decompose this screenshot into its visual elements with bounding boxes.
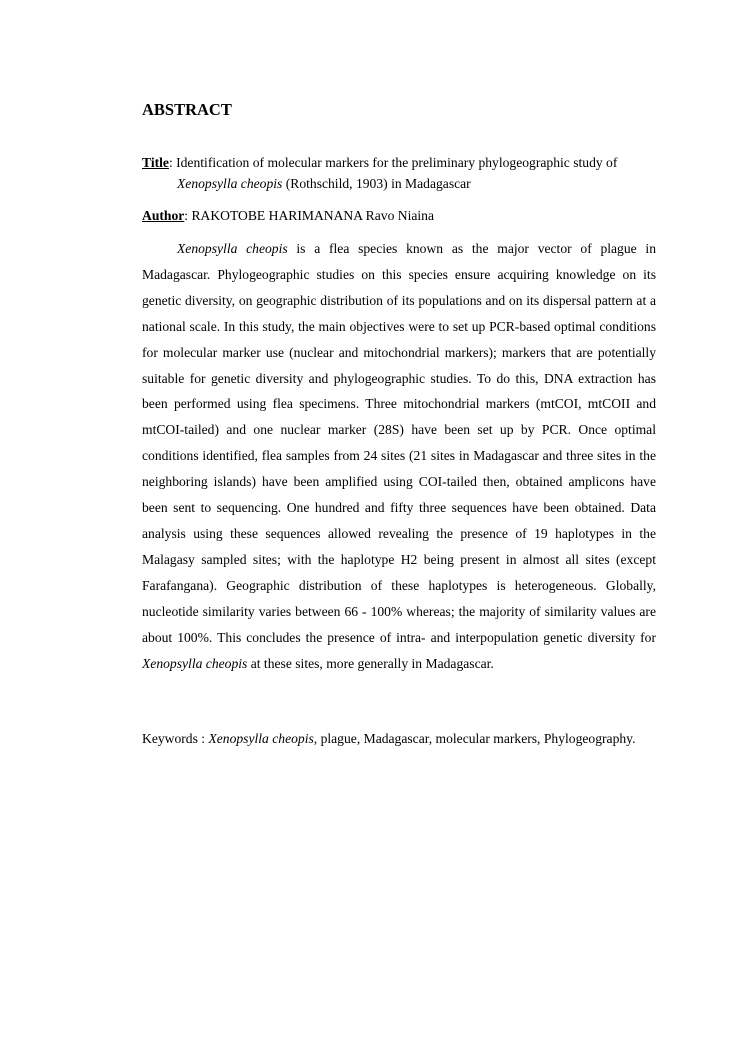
keywords-species: Xenopsylla cheopis xyxy=(208,731,314,747)
title-text-after: (Rothschild, 1903) in Madagascar xyxy=(282,176,471,191)
abstract-text-end: at these sites, more generally in Madagascar. xyxy=(247,655,494,671)
page-title: ABSTRACT xyxy=(142,100,232,119)
author-label: Author xyxy=(142,208,185,223)
title-text-before: : Identification of molecular markers for the preliminary phylogeographic study of xyxy=(168,155,618,170)
abstract-text-main: is a flea species known as the major vector of plague in Madagascar. Phylogeographic studies on this species ensure acquiring knowledge on its genetic diversity, on geographic distribution of its populations and on its dispersal pattern at a national scale. In this study, the main objectives were to set up PCR-based optimal conditions for molecular marker use (nuclear and mitochondrial markers); markers that are potentially suitable for genetic diversity and phylogeographic studies. To do this, DNA extraction has been performed using flea specimens. Three mitochondrial markers (mtCOI, mtCOII and mtCOI-tailed) and one nuclear marker (28S) have been set up by PCR. Once optimal conditions identified, flea samples from 24 sites (21 sites in Madagascar and three sites in the neighboring islands) have been amplified using COI-tailed then, obtained amplicons have been sent to sequencing. One hundred and fifty three sequences have been obtained. Data analysis using these sequences allowed revealing the presence of 19 haplotypes in the Malagasy sampled sites; with the haplotype H2 being present in almost all sites (except Farafangana). Geographic distribution of these haplotypes is heterogeneous. Globally, nucleotide similarity varies between 66 - 100% whereas; the majority of similarity values are about 100%. This concludes the presence of intra- and interpopulation genetic diversity for xyxy=(142,241,657,645)
title-line xyxy=(142,152,656,194)
title-species: Xenopsylla cheopis xyxy=(177,176,283,191)
abstract-species-end: Xenopsylla cheopis xyxy=(142,655,248,671)
author-line xyxy=(142,205,656,226)
author-text: : RAKOTOBE HARIMANANA Ravo Niaina xyxy=(184,208,435,223)
abstract-species-start: Xenopsylla cheopis xyxy=(177,241,288,256)
title-label: Title xyxy=(142,155,169,170)
keywords-line xyxy=(142,726,656,752)
keywords-label: Keywords : xyxy=(142,731,209,747)
keywords-rest: , plague, Madagascar, molecular markers, Phylogeography. xyxy=(313,731,636,747)
abstract-page xyxy=(142,100,656,752)
abstract-paragraph xyxy=(142,236,656,676)
